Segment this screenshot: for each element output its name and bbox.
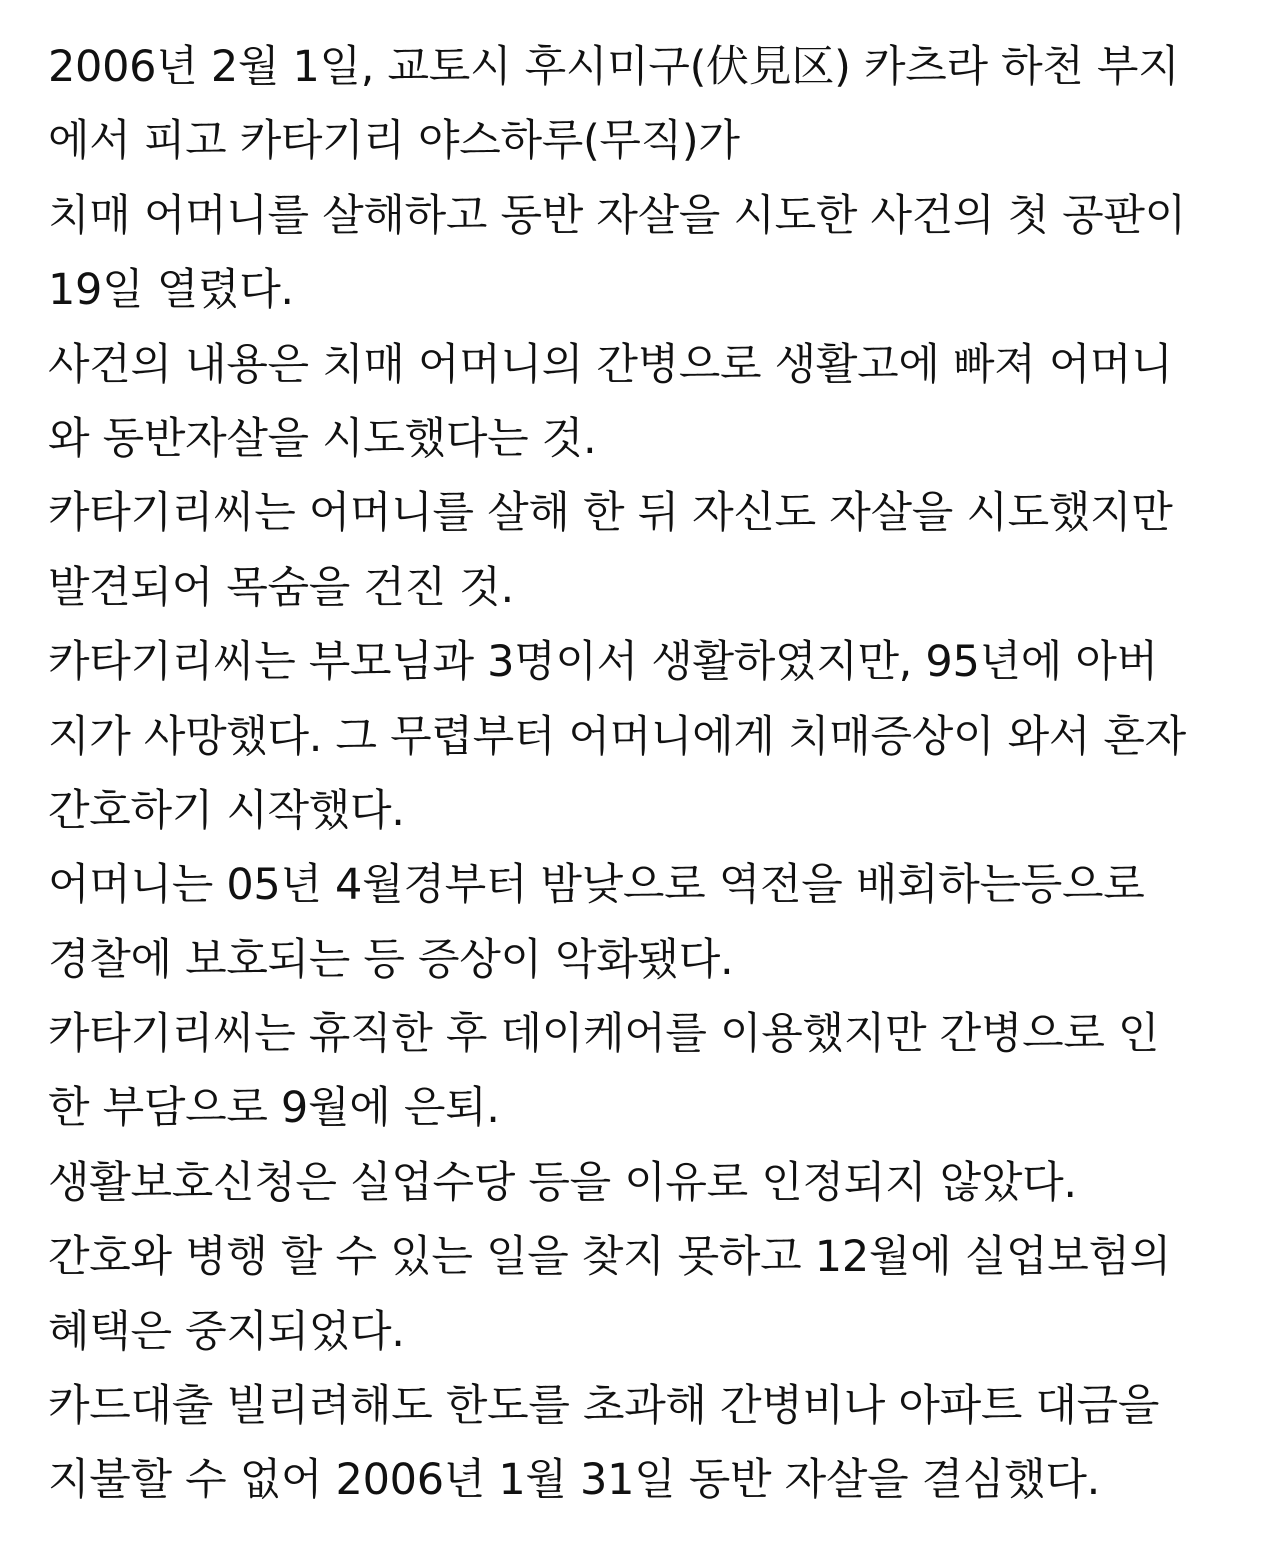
text-line: 혜택은 중지되었다.	[48, 1306, 405, 1357]
text-line: 카타기리씨는 부모님과 3명이서 생활하였지만, 95년에 아버	[48, 637, 1158, 688]
text-line: 지불할 수 없어 2006년 1월 31일 동반 자살을 결심했다.	[48, 1455, 1101, 1506]
article-body	[48, 30, 1248, 1518]
text-line: 와 동반자살을 시도했다는 것.	[48, 413, 597, 464]
text-line: 카타기리씨는 휴직한 후 데이케어를 이용했지만 간병으로 인	[48, 1009, 1160, 1060]
text-line: 발견되어 목숨을 건진 것.	[48, 562, 514, 613]
text-line: 카드대출 빌리려해도 한도를 초과해 간병비나 아파트 대금을	[48, 1381, 1160, 1432]
text-line: 치매 어머니를 살해하고 동반 자살을 시도한 사건의 첫 공판이	[48, 190, 1186, 241]
text-line: 에서 피고 카타기리 야스하루(무직)가	[48, 116, 740, 167]
text-line: 19일 열렸다.	[48, 265, 294, 316]
text-line: 한 부담으로 9월에 은퇴.	[48, 1083, 500, 1134]
text-line: 어머니는 05년 4월경부터 밤낮으로 역전을 배회하는등으로	[48, 860, 1145, 911]
text-line: 간호하기 시작했다.	[48, 785, 405, 836]
text-line: 간호와 병행 할 수 있는 일을 찾지 못하고 12월에 실업보험의	[48, 1232, 1171, 1283]
text-line: 사건의 내용은 치매 어머니의 간병으로 생활고에 빠져 어머니	[48, 339, 1173, 390]
text-line: 카타기리씨는 어머니를 살해 한 뒤 자신도 자살을 시도했지만	[48, 488, 1173, 539]
text-line: 경찰에 보호되는 등 증상이 악화됐다.	[48, 934, 734, 985]
text-line: 지가 사망했다. 그 무렵부터 어머니에게 치매증상이 와서 혼자	[48, 711, 1186, 762]
text-line: 생활보호신청은 실업수당 등을 이유로 인정되지 않았다.	[48, 1157, 1077, 1208]
text-line: 2006년 2월 1일, 교토시 후시미구(伏見区) 카츠라 하천 부지	[48, 42, 1180, 92]
